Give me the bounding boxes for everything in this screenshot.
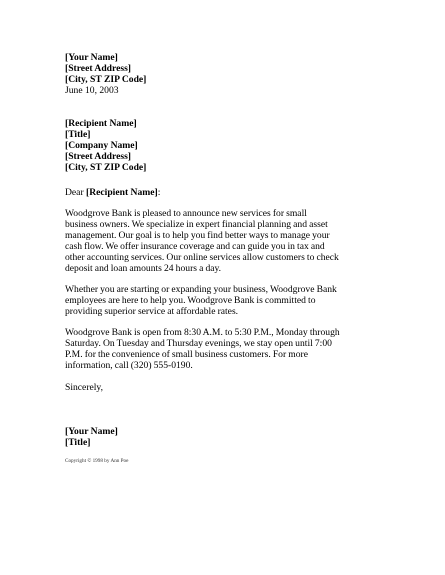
recipient-title: [Title] (65, 129, 91, 140)
letter-date: June 10, 2003 (65, 85, 119, 96)
recipient-name: [Recipient Name] (65, 118, 137, 129)
body-paragraph-services: Woodgrove Bank is pleased to announce new services for small business owners. We specialize in expert financial planning and asset management. Our goal is to help you find better ways to manage your cash flow. We offer insurance coverage and can guide you in tax and other accounting services. Our online services allow customers to check deposit and loan amounts 24 hours a day. (65, 208, 339, 274)
sender-name: [Your Name] (65, 52, 118, 63)
closing: Sincerely, (65, 382, 104, 393)
salutation (65, 187, 440, 198)
recipient-city: [City, ST ZIP Code] (65, 162, 147, 173)
body-paragraph-hours: Woodgrove Bank is open from 8:30 A.M. to 5:30 P.M., Monday through Saturday. On Tuesday and Thursday evenings, we stay open until 7:00 P.M. for the convenience of small business customers. For more information, call (320) 555-0190. (65, 327, 340, 371)
recipient-company: [Company Name] (65, 140, 138, 151)
sender-city: [City, ST ZIP Code] (65, 74, 147, 85)
body-paragraph-commitment: Whether you are starting or expanding your business, Woodgrove Bank employees are here to help you. Woodgrove Bank is committed to providing superior service at affordable rates. (65, 284, 337, 317)
salutation-name: [Recipient Name] (86, 187, 158, 198)
copyright-notice: Copyright © 1998 by Ann Poe (65, 458, 129, 464)
salutation-prefix: Dear (65, 187, 87, 198)
salutation-suffix: : (157, 187, 161, 198)
recipient-street: [Street Address] (65, 151, 131, 162)
sender-block (65, 52, 440, 85)
sender-street: [Street Address] (65, 63, 131, 74)
letter-page (65, 52, 440, 465)
signature-title: [Title] (65, 437, 91, 448)
recipient-block (65, 118, 440, 173)
signature-name: [Your Name] (65, 426, 118, 437)
signature-block (65, 426, 440, 448)
